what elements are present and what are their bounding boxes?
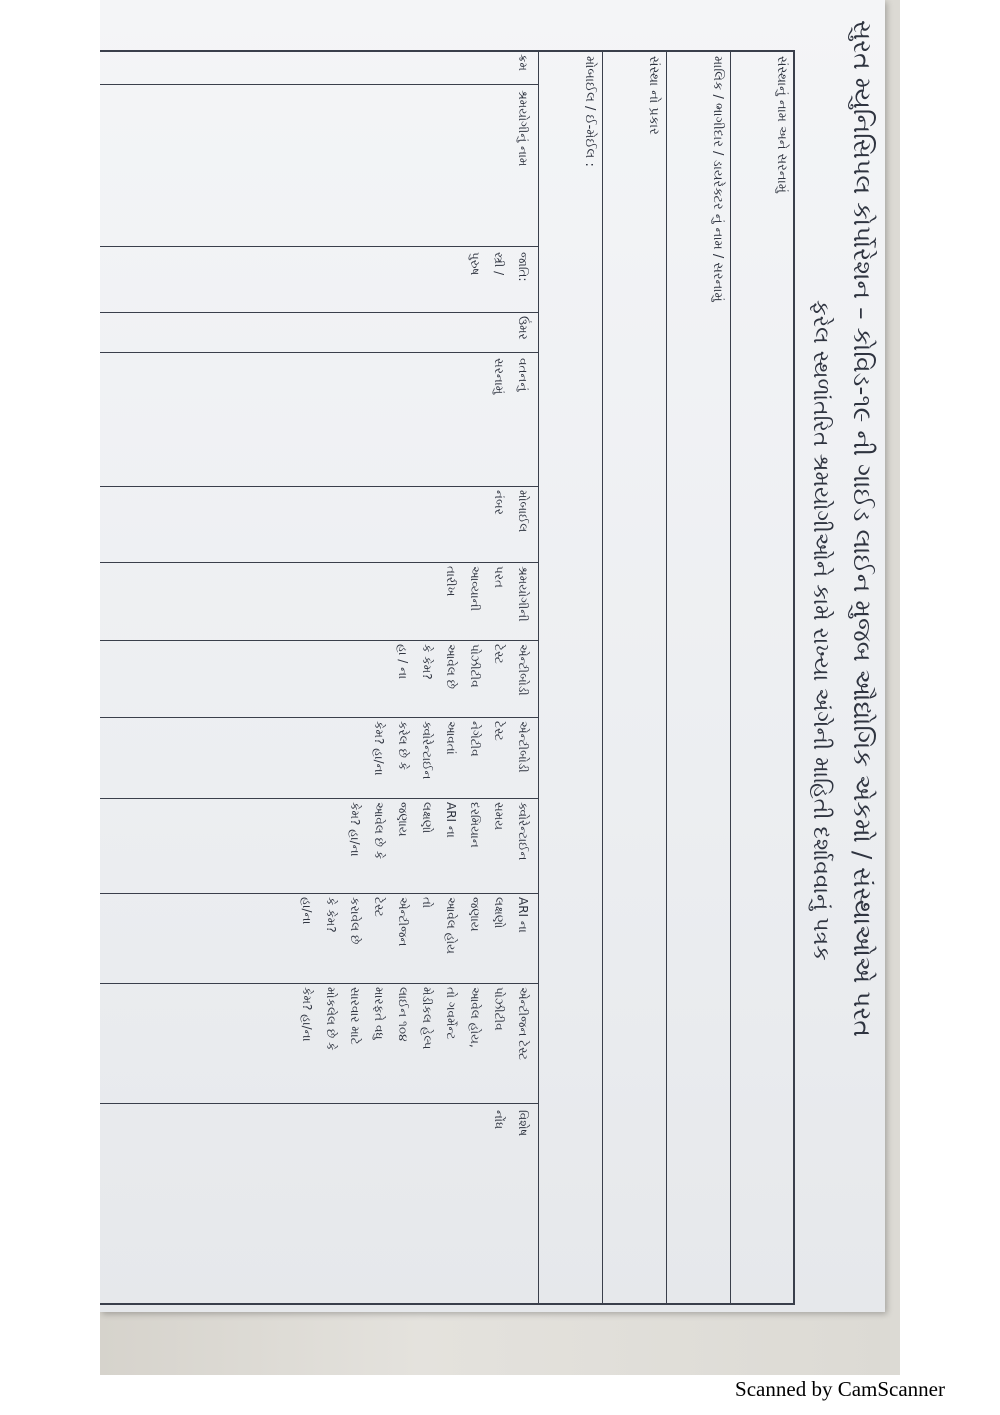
col-divider: [100, 1103, 539, 1104]
col-divider: [100, 352, 539, 353]
scanned-photo: [100, 0, 900, 1375]
column-header: વતનનું સરનામું: [492, 358, 530, 395]
column-header: ઉંમર: [516, 316, 530, 340]
column-header: જાતિ: સ્ત્રી / પુરુષ: [468, 252, 530, 282]
form-subtitle: ફરેલ સ્થળાંતરિત શ્રમયોગીઓને કામે રાખ્યા અંગેની માહિતી દર્શાવવાનું પત્રક: [808, 300, 833, 961]
row-divider: [602, 50, 603, 1305]
row-divider: [730, 50, 731, 1305]
col-divider: [100, 84, 539, 85]
field-institution-name: સંસ્થાનું નામ અને સરનામું: [774, 56, 789, 193]
col-divider: [100, 486, 539, 487]
col-divider: [100, 798, 539, 799]
column-header: શ્રમયોગીનું નામ: [516, 90, 530, 167]
column-header: શ્રમયોગીની પરત આવ્યાની તારીખ: [444, 566, 530, 622]
rotated-form: [100, 0, 885, 1300]
row-divider: [666, 50, 667, 1305]
col-divider: [100, 893, 539, 894]
col-divider: [100, 640, 539, 641]
column-header: વિશેષ નોંધ: [492, 1110, 530, 1137]
column-header: ક્વોરેન્ટાઈન સમય દરમિયાન ARI ના લક્ષણો જણાય આવેલ છે કે કેમ? હા/ના: [348, 802, 530, 861]
form-table: [100, 50, 795, 1305]
field-owner-name: માલિક / ભાગીદાર / ડાયરેક્ટર નું નામ / સરનામું: [710, 56, 725, 302]
field-institution-type: સંસ્થા નો પ્રકાર: [646, 56, 661, 135]
form-title: સુરત મ્યુનિસિપલ કોર્પોરેશન – કોવિડ-૧૯ ની ગાઈડ લાઈન મુજબ ઔદ્યોગિક એકમો / સંસ્થાઓએ પરત: [848, 20, 877, 1037]
row-divider: [538, 50, 539, 1305]
column-header: ARI ના લક્ષણો જણાય આવેલ હોય તો એન્ટીજન ટેસ્ટ કરાવેલ છે કે કેમ? હા/ના: [300, 897, 530, 954]
column-header: મોબાઈલ નંબર: [492, 490, 530, 533]
col-divider: [100, 983, 539, 984]
column-header: એન્ટીજન ટેસ્ટ પોઝીટીવ આવેલ હોય, તો ગવર્મેન્ટ મેડીકલ હેલ્પ લાઈન ૧૦૪ મારફતે વધુ સારવાર માટે મોકલેલ છે કે કેમ? હા/ના: [300, 987, 530, 1061]
col-divider: [100, 562, 539, 563]
scan-watermark: Scanned by CamScanner: [735, 1377, 945, 1401]
col-divider: [100, 312, 539, 313]
col-divider: [100, 246, 539, 247]
column-header: એન્ટીબોડી ટેસ્ટ નેગેટીવ આવતાં ક્વોરેન્ટાઈન કરેલ છે કે કેમ? હા/ના: [372, 721, 530, 780]
col-divider: [100, 717, 539, 718]
column-header: એન્ટીબોડી ટેસ્ટ પોઝીટીવ આવેલ છે કે કેમ? હા / ના: [396, 644, 530, 696]
column-header: ક્રમ: [516, 54, 530, 71]
field-mobile-email: મોબાઈલ / ઈ-મેઈલ :: [582, 56, 597, 167]
paper-sheet: [100, 0, 885, 1312]
